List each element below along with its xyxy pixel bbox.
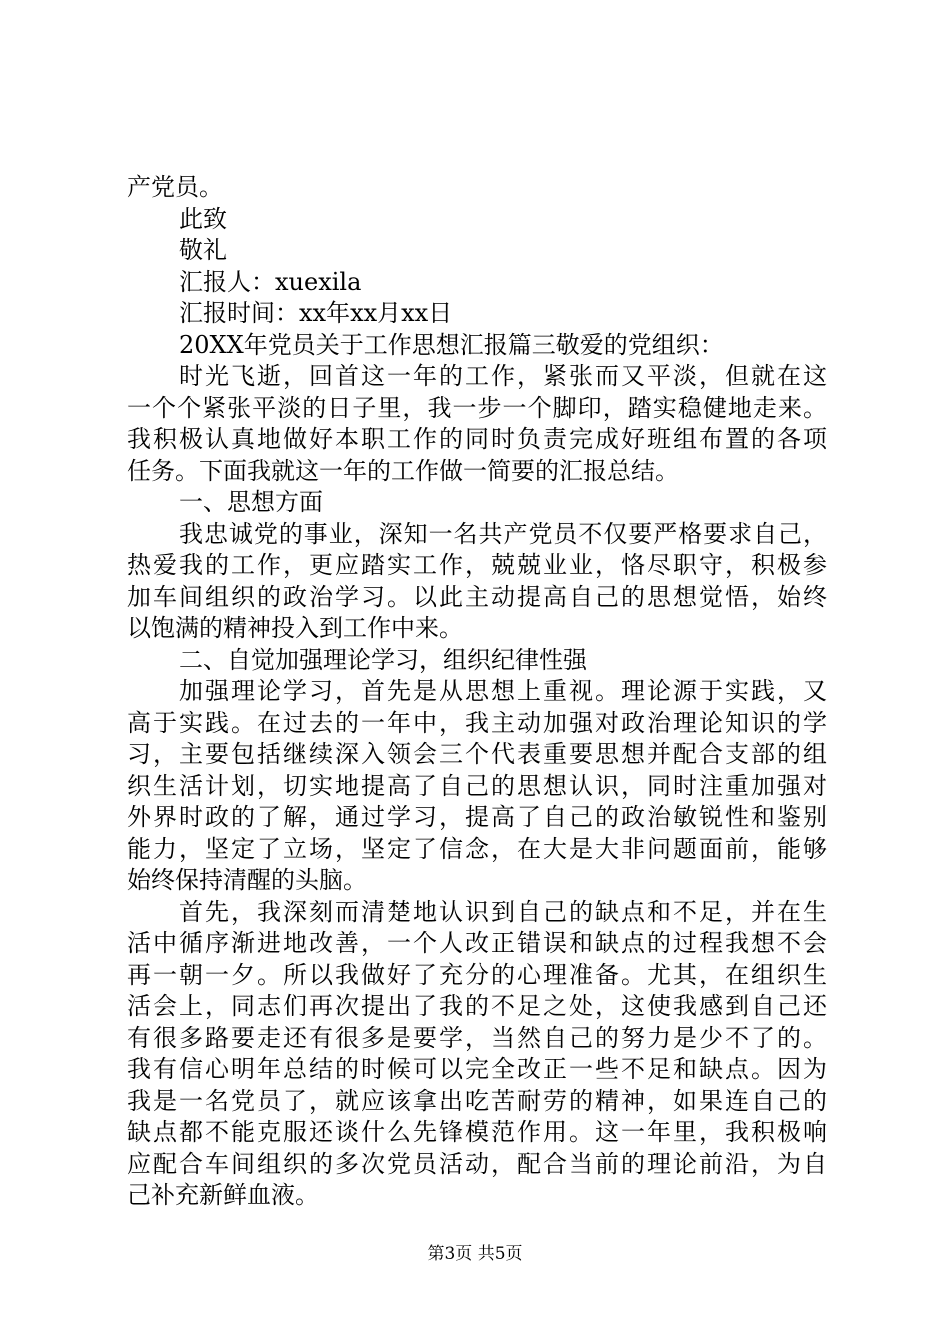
text-line: 我有信心明年总结的时候可以完全改正一些不足和缺点。因为	[127, 1055, 827, 1083]
text-line: 产党员。	[127, 173, 223, 201]
text-line: 以饱满的精神投入到工作中来。	[127, 614, 463, 642]
text-line: 20XX年党员关于工作思想汇报篇三敬爱的党组织：	[179, 330, 724, 359]
page-footer: 第3页 共5页	[427, 1244, 523, 1264]
text-line: 活会上，同志们再次提出了我的不足之处，这使我感到自己还	[127, 992, 827, 1020]
text-line: 织生活计划，切实地提高了自己的思想认识，同时注重加强对	[127, 771, 827, 800]
document-body	[127, 172, 827, 1212]
text-line: 一、思想方面	[179, 488, 323, 516]
text-line: 己补充新鲜血液。	[127, 1181, 319, 1209]
text-line: 有很多路要走还有很多是要学，当然自己的努力是少不了的。	[127, 1023, 827, 1052]
text-line: 时光飞逝，回首这一年的工作，紧张而又平淡，但就在这	[179, 362, 827, 390]
text-line: 缺点都不能克服还谈什么先锋模范作用。这一年里，我积极响	[127, 1118, 827, 1146]
text-line: 再一朝一夕。所以我做好了充分的心理准备。尤其，在组织生	[127, 960, 827, 989]
text-line: 我积极认真地做好本职工作的同时负责完成好班组布置的各项	[127, 425, 827, 453]
text-line: 加强理论学习，首先是从思想上重视。理论源于实践，又	[179, 677, 827, 705]
text-line: 此致	[179, 204, 227, 233]
text-line: 高于实践。在过去的一年中，我主动加强对政治理论知识的学	[127, 708, 827, 737]
text-line: 敬礼	[179, 236, 227, 264]
text-line: 外界时政的了解，通过学习，提高了自己的政治敏锐性和鉴别	[127, 803, 827, 831]
text-line: 汇报时间：xx年xx月xx日	[179, 299, 453, 327]
text-line: 我忠诚党的事业，深知一名共产党员不仅要严格要求自己，	[179, 519, 827, 548]
text-line: 首先，我深刻而清楚地认识到自己的缺点和不足，并在生	[179, 897, 827, 926]
text-line: 汇报人：xuexila	[179, 267, 362, 296]
text-line: 能力，坚定了立场，坚定了信念，在大是大非问题面前，能够	[127, 834, 827, 863]
text-line: 习，主要包括继续深入领会三个代表重要思想并配合支部的组	[127, 740, 827, 768]
text-line: 任务。下面我就这一年的工作做一简要的汇报总结。	[127, 456, 679, 485]
text-line: 活中循序渐进地改善，一个人改正错误和缺点的过程我想不会	[127, 929, 827, 957]
text-line: 加车间组织的政治学习。以此主动提高自己的思想觉悟，始终	[127, 582, 827, 611]
text-line: 我是一名党员了，就应该拿出吃苦耐劳的精神，如果连自己的	[127, 1086, 827, 1115]
text-line: 热爱我的工作，更应踏实工作，兢兢业业，恪尽职守，积极参	[127, 551, 827, 579]
text-line: 一个个紧张平淡的日子里，我一步一个脚印，踏实稳健地走来。	[127, 393, 827, 422]
text-line: 二、自觉加强理论学习，组织纪律性强	[179, 645, 587, 674]
text-line: 应配合车间组织的多次党员活动，配合当前的理论前沿，为自	[127, 1149, 827, 1178]
text-line: 始终保持清醒的头脑。	[127, 866, 367, 894]
